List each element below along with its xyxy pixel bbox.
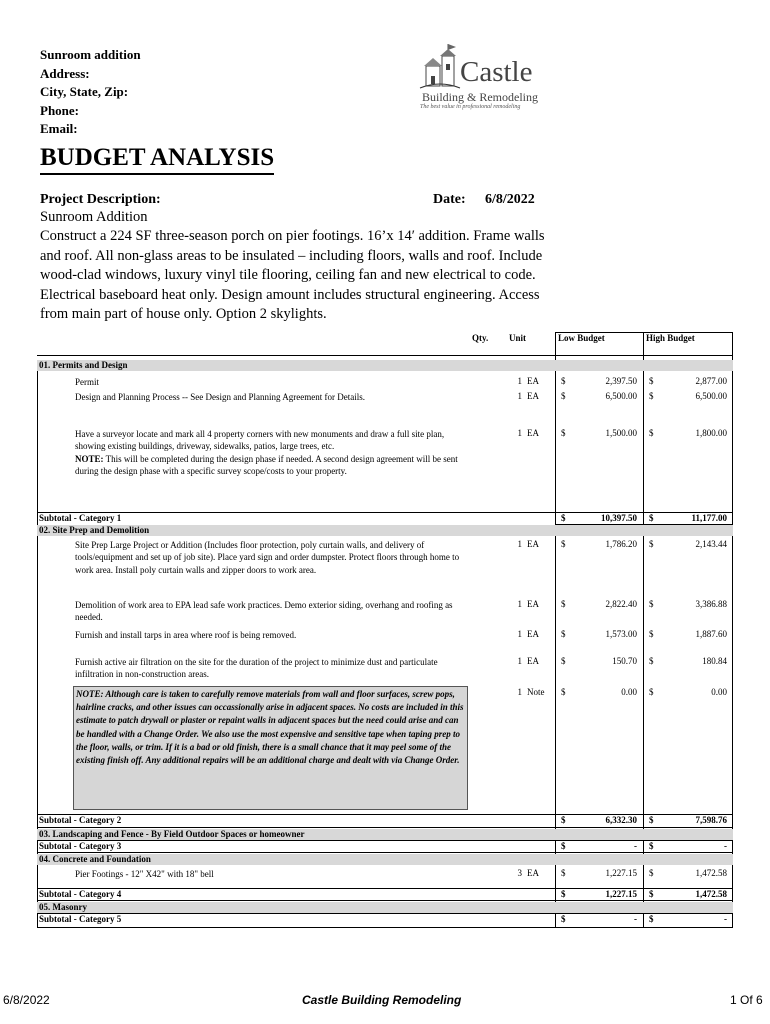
item-unit: EA	[527, 599, 539, 609]
item-qty: 1	[517, 539, 522, 549]
high-budget-header: High Budget	[646, 333, 695, 343]
category-4-title: 04. Concrete and Foundation	[39, 854, 151, 864]
low-amount: 2,822.40	[605, 599, 637, 609]
subtotal-5-low: -	[634, 914, 637, 924]
subtotal-1-high: 11,177.00	[691, 513, 727, 523]
subtotal-4-label: Subtotal - Category 4	[39, 889, 122, 899]
category-3-title: 03. Landscaping and Fence - By Field Outdoor Spaces or homeowner	[39, 829, 305, 839]
low-currency: $	[561, 376, 566, 386]
low-amount: 1,786.20	[605, 539, 637, 549]
subtotal-low-currency: $	[561, 841, 566, 851]
subtotal-low-currency: $	[561, 914, 566, 924]
subtotal-high-currency: $	[649, 914, 654, 924]
phone-label: Phone:	[40, 102, 79, 118]
subtotal-4-underline	[37, 900, 733, 901]
table-bottom-line	[37, 927, 733, 928]
subtotal-3-underline	[37, 852, 733, 853]
item-description: Furnish active air filtration on the site for the duration of the project to minimize dust and particulate infiltration in non-construction areas.	[75, 657, 438, 680]
high-amount: 6,500.00	[695, 391, 727, 401]
low-amount: 0.00	[621, 687, 637, 697]
logo-tagline: The best value in professional remodeling	[420, 104, 521, 110]
category-2-title: 02. Site Prep and Demolition	[39, 525, 150, 535]
low-currency: $	[561, 629, 566, 639]
subtotal-3-label: Subtotal - Category 3	[39, 841, 122, 851]
project-description-text: Construct a 224 SF three-season porch on pier footings. 16’x 14′ addition. Frame walls and roof. All non-glass areas to be insulated – including floors, walls and roof. Include wood-clad windows, luxury vinyl tile flooring, ceiling fan and new electrical to code. Electrical baseboard heat only. Design amount includes structural engineering. Access from main part of house only. Option 2 skylights.	[40, 228, 545, 323]
item-description: Demolition of work area to EPA lead safe work practices. Demo exterior siding, overhang and roofing as needed.	[75, 600, 453, 623]
category-2-header	[37, 525, 733, 536]
high-currency: $	[649, 599, 654, 609]
subtotal-5-high: -	[724, 914, 727, 924]
budget-table	[37, 332, 733, 928]
category-5-header	[37, 902, 733, 913]
item-unit: Note	[527, 687, 545, 697]
item-unit: EA	[527, 868, 539, 878]
item-qty: 3	[517, 868, 522, 878]
note-label: NOTE:	[75, 453, 104, 464]
subtotal-5-row	[37, 914, 733, 925]
castle-logo	[418, 42, 548, 114]
unit-header: Unit	[509, 333, 527, 343]
item-qty: 1	[517, 391, 522, 401]
high-amount: 2,877.00	[695, 376, 727, 386]
page-title: BUDGET ANALYSIS	[40, 143, 274, 175]
low-currency: $	[561, 539, 566, 549]
address-label: Address:	[40, 65, 90, 81]
low-amount: 2,397.50	[605, 376, 637, 386]
item-qty: 1	[517, 599, 522, 609]
subtotal-low-currency: $	[561, 889, 566, 899]
item-qty: 1	[517, 656, 522, 666]
subtotal-2-row	[37, 815, 733, 826]
item-qty: 1	[517, 376, 522, 386]
header-bottom-line	[37, 355, 733, 356]
subtotal-high-currency: $	[649, 815, 654, 825]
qty-header: Qty.	[472, 333, 489, 343]
item-unit: EA	[527, 656, 539, 666]
item-description: Site Prep Large Project or Addition (Includes floor protection, poly curtain walls, and delivery of tools/equipment and set up of job site). Place yard sign and order dumpster. Protect floors through home to work area. Install poly curtain walls and zipper doors to work area.	[75, 540, 460, 575]
city-label: City, State, Zip:	[40, 84, 129, 99]
low-amount: 6,500.00	[605, 391, 637, 401]
high-amount: 0.00	[711, 687, 727, 697]
high-currency: $	[649, 428, 654, 438]
low-amount: 1,500.00	[605, 428, 637, 438]
subtotal-low-currency: $	[561, 513, 566, 523]
high-currency: $	[649, 629, 654, 639]
logo-subtitle: Building & Remodeling	[422, 90, 538, 104]
category-1-header	[37, 360, 733, 371]
item-description: Design and Planning Process -- See Design and Planning Agreement for Details.	[75, 392, 365, 402]
subtotal-2-underline	[37, 827, 733, 828]
high-amount: 1,472.58	[695, 868, 727, 878]
logo-name: Castle	[460, 56, 533, 88]
item-description: Pier Footings - 12" X42" with 18" bell	[75, 869, 214, 879]
subtotal-1-label: Subtotal - Category 1	[39, 513, 122, 523]
low-currency: $	[561, 656, 566, 666]
subtotal-high-currency: $	[649, 841, 654, 851]
subtotal-4-low: 1,227.15	[605, 889, 637, 899]
subtotal-high-currency: $	[649, 513, 654, 523]
item-description	[75, 428, 473, 478]
subtotal-3-row	[37, 841, 733, 852]
high-amount: 180.84	[702, 656, 727, 666]
high-currency: $	[649, 868, 654, 878]
item-qty: 1	[517, 629, 522, 639]
low-currency: $	[561, 391, 566, 401]
high-amount: 3,386.88	[695, 599, 727, 609]
project-header	[40, 46, 141, 139]
subtotal-4-row	[37, 889, 733, 900]
high-amount: 1,887.60	[695, 629, 727, 639]
survey-note	[75, 453, 473, 478]
subtotal-4-high: 1,472.58	[695, 889, 727, 899]
subtotal-3-high: -	[724, 841, 727, 851]
subtotal-2-low: 6,332.30	[605, 815, 637, 825]
project-description	[40, 208, 555, 324]
subtotal-high-currency: $	[649, 889, 654, 899]
castle-icon	[418, 42, 462, 94]
low-amount: 150.70	[612, 656, 637, 666]
subtotal-5-label: Subtotal - Category 5	[39, 914, 122, 924]
low-currency: $	[561, 687, 566, 697]
low-currency: $	[561, 428, 566, 438]
subtotal-2-high: 7,598.76	[695, 815, 727, 825]
high-currency: $	[649, 539, 654, 549]
high-amount: 1,800.00	[695, 428, 727, 438]
email-label: Email:	[40, 121, 78, 136]
subtotal-low-currency: $	[561, 815, 566, 825]
high-amount: 2,143.44	[695, 539, 727, 549]
item-unit: EA	[527, 428, 539, 438]
item-unit: EA	[527, 629, 539, 639]
category-1-title: 01. Permits and Design	[39, 360, 128, 370]
item-description: Furnish and install tarps in area where roof is being removed.	[75, 630, 297, 640]
note-text: This will be completed during the design phase if needed. A second design agreement will be sent during the design phase with a specific survey scope/costs to your property.	[75, 453, 458, 477]
damage-note-box: NOTE: Although care is taken to carefully remove materials from wall and floor surfaces, screw pops, hairline cracks, and other issues can occassionally arise in adjacent spaces. No costs are included in this estimate to patch drywall or plaster or repaint walls in adjacent spaces but the need could arise and can be handled with a Change Order. We also use the most expensive and sensitive tape when taping prep to the floor, walls, or trim. If it is a bad or old finish, there is a small chance that it may peel some of the existing finish off. Any additional repairs will be an additional charge and dealt with via Change Order.	[73, 686, 468, 810]
category-5-title: 05. Masonry	[39, 902, 87, 912]
footer-date: 6/8/2022	[3, 993, 50, 1007]
item-unit: EA	[527, 391, 539, 401]
date-value: 6/8/2022	[485, 192, 535, 207]
project-title: Sunroom Addition	[40, 209, 148, 225]
high-currency: $	[649, 391, 654, 401]
category-4-header	[37, 854, 733, 865]
subtotal-2-label: Subtotal - Category 2	[39, 815, 122, 825]
low-budget-header: Low Budget	[558, 333, 605, 343]
subtotal-1-low: 10,397.50	[601, 513, 637, 523]
item-qty: 1	[517, 428, 522, 438]
date-label: Date:	[433, 192, 466, 207]
low-currency: $	[561, 599, 566, 609]
low-currency: $	[561, 868, 566, 878]
item-qty: 1	[517, 687, 522, 697]
low-amount: 1,227.15	[605, 868, 637, 878]
item-unit: EA	[527, 539, 539, 549]
high-currency: $	[649, 376, 654, 386]
subtotal-3-low: -	[634, 841, 637, 851]
high-currency: $	[649, 656, 654, 666]
category-3-header	[37, 829, 733, 840]
item-unit: EA	[527, 376, 539, 386]
footer-page: 1 Of 6	[730, 993, 763, 1007]
project-description-label: Project Description:	[40, 192, 161, 207]
project-name: Sunroom addition	[40, 47, 141, 62]
high-currency: $	[649, 687, 654, 697]
item-description: Permit	[75, 377, 99, 387]
survey-description: Have a surveyor locate and mark all 4 property corners with new monuments and draw a full site plan, showing existing buildings, driveway, sidewalks, patios, large trees, etc.	[75, 429, 445, 452]
low-amount: 1,573.00	[605, 629, 637, 639]
subtotal-1-row	[37, 513, 733, 524]
footer-company: Castle Building Remodeling	[302, 993, 462, 1007]
